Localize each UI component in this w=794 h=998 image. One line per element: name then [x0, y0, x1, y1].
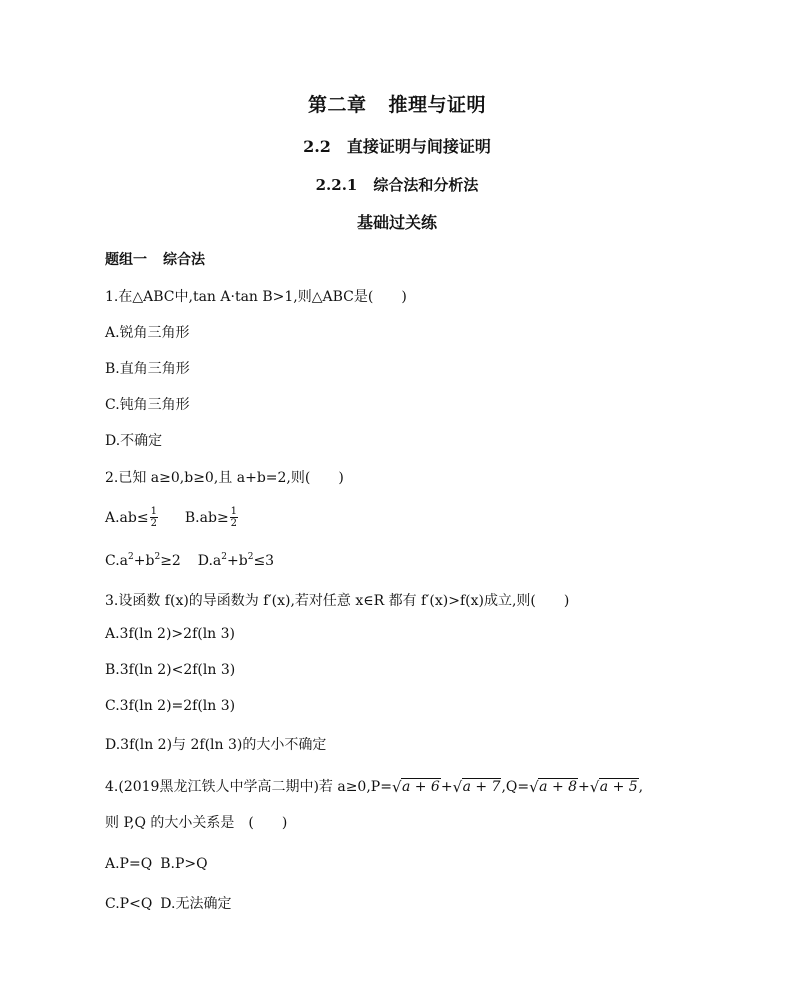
q2-stem: 2.已知 a≥0,b≥0,且 a+b=2,则( )	[105, 470, 344, 486]
q2-option-a	[105, 506, 158, 529]
q2-option-a-text: A.ab≤	[105, 509, 149, 526]
q2-options-ab	[105, 506, 238, 529]
plus-sign: +	[440, 779, 453, 795]
radicand: a + 6	[401, 779, 440, 795]
q4-stem-line2: 则 P,Q 的大小关系是 ( )	[105, 815, 288, 831]
q-label: ,Q=	[501, 779, 530, 795]
group-heading	[105, 249, 205, 269]
superscript: 2	[221, 552, 227, 562]
sqrt-expression	[392, 779, 441, 795]
group-title: 综合法	[163, 252, 205, 268]
q3-option-d: D.3f(ln 2)与 2f(ln 3)的大小不确定	[105, 737, 327, 753]
sqrt-expression	[590, 779, 639, 795]
q2-option-c	[105, 553, 181, 569]
q2-option-c-text: C.a	[105, 553, 129, 569]
q4-option-b: B.P>Q	[160, 856, 208, 872]
section-heading	[0, 134, 794, 157]
group-label: 题组一	[105, 252, 147, 268]
radicand: a + 7	[462, 779, 501, 795]
q2-option-d-text: D.a	[197, 553, 222, 569]
q4-options-cd	[105, 893, 231, 913]
subsection-heading	[0, 174, 794, 195]
fraction	[150, 506, 158, 529]
exercise-heading: 基础过关练	[356, 213, 437, 232]
superscript: 2	[128, 552, 134, 562]
chapter-number: 第二章	[307, 94, 367, 116]
q4-options-ab	[105, 856, 208, 872]
q3-option-b: B.3f(ln 2)<2f(ln 3)	[105, 662, 236, 678]
radicand: a + 8	[539, 779, 578, 795]
q2-option-b	[184, 506, 238, 529]
chapter-heading	[0, 90, 794, 117]
subsection-number: 2.2.1	[315, 176, 358, 194]
q1-option-c: C.钝角三角形	[105, 397, 190, 413]
chapter-title: 推理与证明	[388, 94, 487, 116]
q2-option-d-end: ≤3	[253, 553, 275, 569]
radical-sign: √	[529, 778, 539, 796]
fraction-denominator: 2	[230, 518, 238, 529]
q1-option-b: B.直角三角形	[105, 361, 190, 377]
q2-option-b-text: B.ab≥	[184, 509, 229, 526]
fraction	[230, 506, 238, 529]
q3-option-a: A.3f(ln 2)>2f(ln 3)	[105, 626, 236, 642]
q4-stem	[105, 776, 643, 796]
fraction-denominator: 2	[150, 518, 157, 529]
q2-option-c-mid: +b	[133, 553, 155, 569]
radicand: a + 5	[599, 779, 638, 795]
q2-option-d	[198, 553, 274, 569]
plus-sign: +	[578, 779, 590, 795]
section-number: 2.2	[303, 137, 331, 156]
q1-option-a: A.锐角三角形	[105, 325, 190, 341]
q4-prefix: 4.(2019黑龙江铁人中学高二期中)若 a≥0,P=	[105, 779, 392, 795]
q3-stem: 3.设函数 f(x)的导函数为 f′(x),若对任意 x∈R 都有 f′(x)>f(x)成立,则( )	[105, 593, 570, 609]
q2-option-c-end: ≥2	[160, 553, 181, 569]
radical-sign: √	[391, 778, 402, 796]
superscript: 2	[154, 552, 161, 562]
q4-option-c: C.P<Q	[105, 896, 153, 912]
fraction-numerator: 1	[230, 506, 238, 517]
q2-option-d-mid: +b	[227, 553, 248, 569]
q1-option-d: D.不确定	[105, 433, 163, 449]
superscript: 2	[247, 552, 254, 562]
radical-sign: √	[452, 778, 463, 796]
q4-option-a: A.P=Q	[105, 856, 153, 872]
q4-option-d: D.无法确定	[160, 896, 232, 912]
subsection-title: 综合法和分析法	[373, 176, 479, 194]
q3-option-c: C.3f(ln 2)=2f(ln 3)	[105, 698, 236, 714]
q2-options-cd	[105, 553, 274, 569]
radical-sign: √	[589, 778, 600, 796]
sqrt-expression	[529, 779, 578, 795]
fraction-numerator: 1	[150, 506, 157, 517]
sqrt-expression	[453, 779, 502, 795]
q4-end: ,	[638, 779, 644, 795]
section-title: 直接证明与间接证明	[346, 137, 491, 156]
q1-stem: 1.在△ABC中,tan A·tan B>1,则△ABC是( )	[105, 289, 407, 305]
